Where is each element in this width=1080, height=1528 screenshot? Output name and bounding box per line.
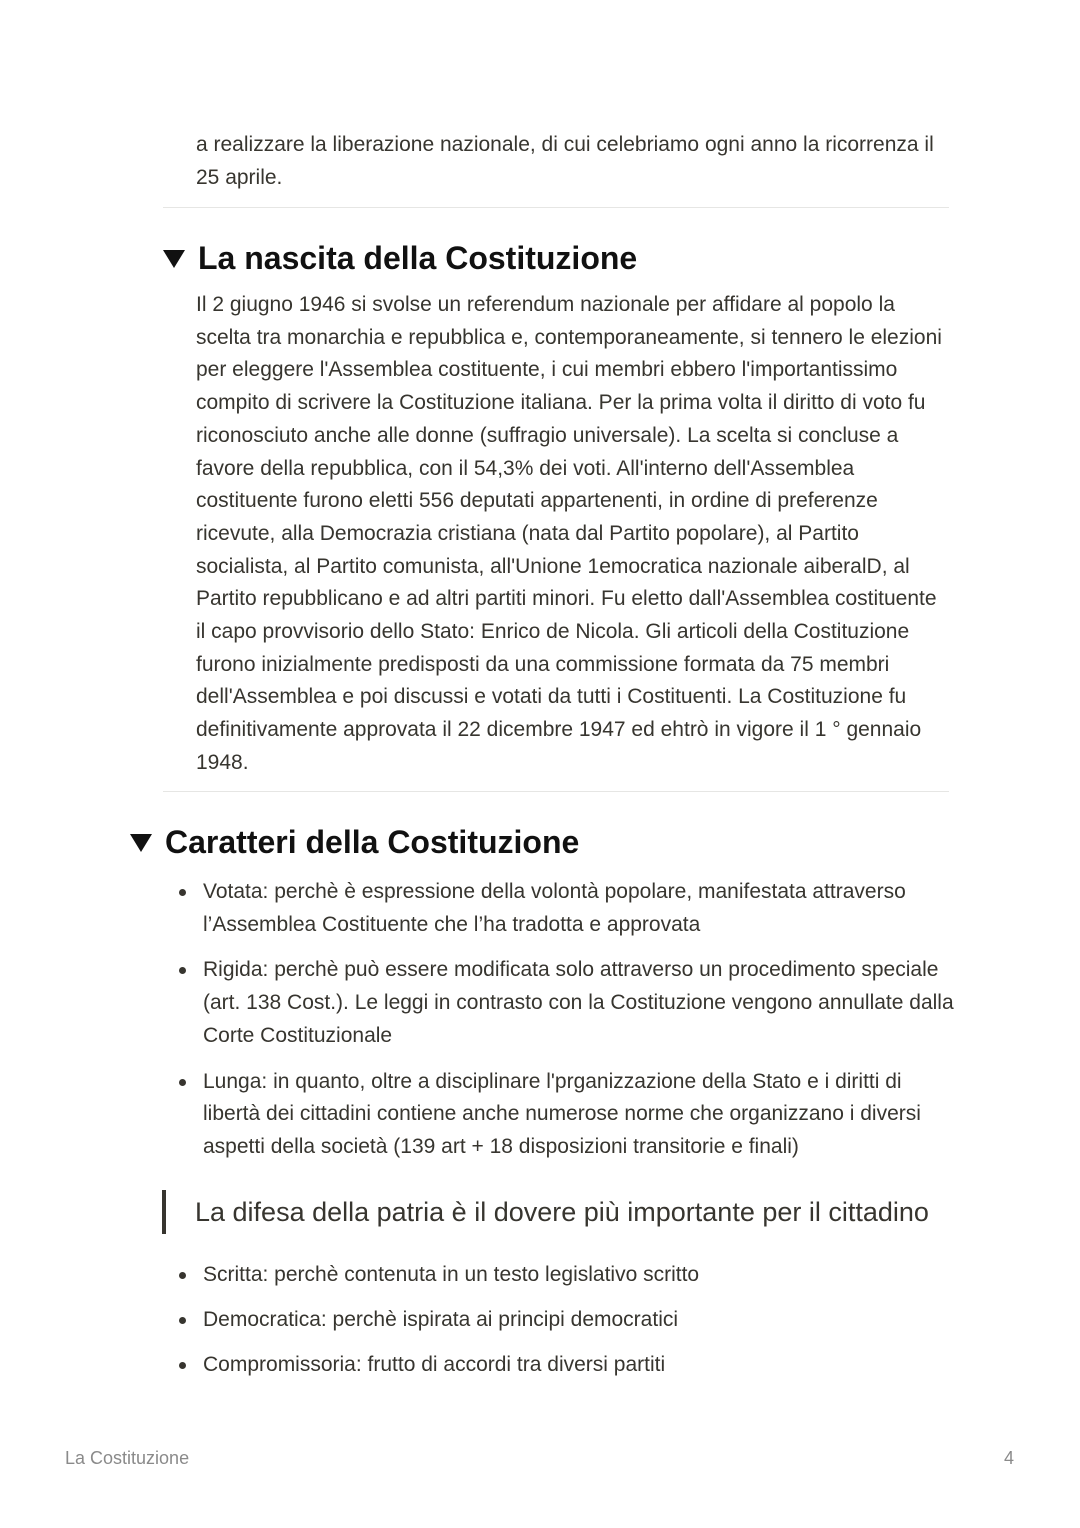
bullet-icon — [179, 889, 186, 896]
toggle-heading-caratteri[interactable] — [130, 824, 579, 861]
list-item: Votata: perchè è espressione della volontà popolare, manifestata attraverso l’Assemblea Costituente che l’ha tradotta e approvata — [203, 876, 958, 941]
bullet-icon — [179, 967, 186, 974]
divider — [163, 791, 949, 792]
list-item: Democratica: perchè ispirata ai principi democratici — [203, 1304, 958, 1337]
bullet-list-top — [203, 876, 958, 1164]
intro-paragraph: a realizzare la liberazione nazionale, di cui celebriamo ogni anno la ricorrenza il 25 aprile. — [196, 133, 934, 189]
nascita-paragraph: Il 2 giugno 1946 si svolse un referendum nazionale per affidare al popolo la scelta tra monarchia e repubblica e, contemporaneamente, si tennero le elezioni per eleggere l'Assemblea costituente, i cui membri ebbero l'importantissimo compito di scrivere la Costituzione italiana. Per la prima volta il diritto di voto fu riconosciuto anche alle donne (suffragio universale). La scelta si concluse a favore della repubblica, con il 54,3% dei voti. All'interno dell'Assemblea costituente furono eletti 556 deputati appartenenti, in ordine di preferenze ricevute, alla Democrazia cristiana (nata dal Partito popolare), al Partito socialista, al Partito comunista, all'Unione 1emocratica nazionale aiberalD, al Partito repubblicano e ad altri partiti minori. Fu eletto dall'Assemblea costituente il capo provvisorio dello Stato: Enrico de Nicola. Gli articoli della Costituzione furono inizialmente predisposti da una commissione formata da 75 membri dell'Assemblea e poi discussi e votati da tutti i Costituenti. La Costituzione fu definitivamente approvata il 22 dicembre 1947 ed ehtrò in vigore il 1 ° gennaio 1948. — [196, 293, 942, 774]
toggle-heading-nascita[interactable] — [163, 240, 637, 277]
triangle-down-icon[interactable] — [163, 250, 185, 268]
list-item: Scritta: perchè contenuta in un testo legislativo scritto — [203, 1259, 958, 1292]
footer-page-number: 4 — [1003, 1448, 1014, 1468]
quote-bar — [162, 1190, 166, 1234]
triangle-down-icon[interactable] — [130, 834, 152, 852]
list-item: Rigida: perchè può essere modificata solo attraverso un procedimento speciale (art. 138 Cost.). Le leggi in contrasto con la Costituzione vengono annullate dalla Corte Costituzionale — [203, 954, 958, 1052]
quote-block — [162, 1190, 962, 1235]
quote-text: La difesa della patria è il dovere più importante per il cittadino — [195, 1197, 929, 1227]
bullet-icon — [179, 1362, 186, 1369]
bullet-icon — [179, 1272, 186, 1279]
bullet-list-bottom — [203, 1259, 958, 1382]
list-item: Lunga: in quanto, oltre a disciplinare l'prganizzazione della Stato e i diritti di libertà dei cittadini contiene anche numerose norme che organizzano i diversi aspetti della società (139 art + 18 disposizioni transitorie e finali) — [203, 1066, 958, 1164]
bullet-icon — [179, 1079, 186, 1086]
heading-text: La nascita della Costituzione — [198, 240, 638, 276]
footer-document-title: La Costituzione — [65, 1448, 190, 1468]
bullet-icon — [179, 1317, 186, 1324]
divider — [163, 207, 949, 208]
list-item: Compromissoria: frutto di accordi tra diversi partiti — [203, 1349, 958, 1382]
heading-text: Caratteri della Costituzione — [165, 824, 580, 860]
